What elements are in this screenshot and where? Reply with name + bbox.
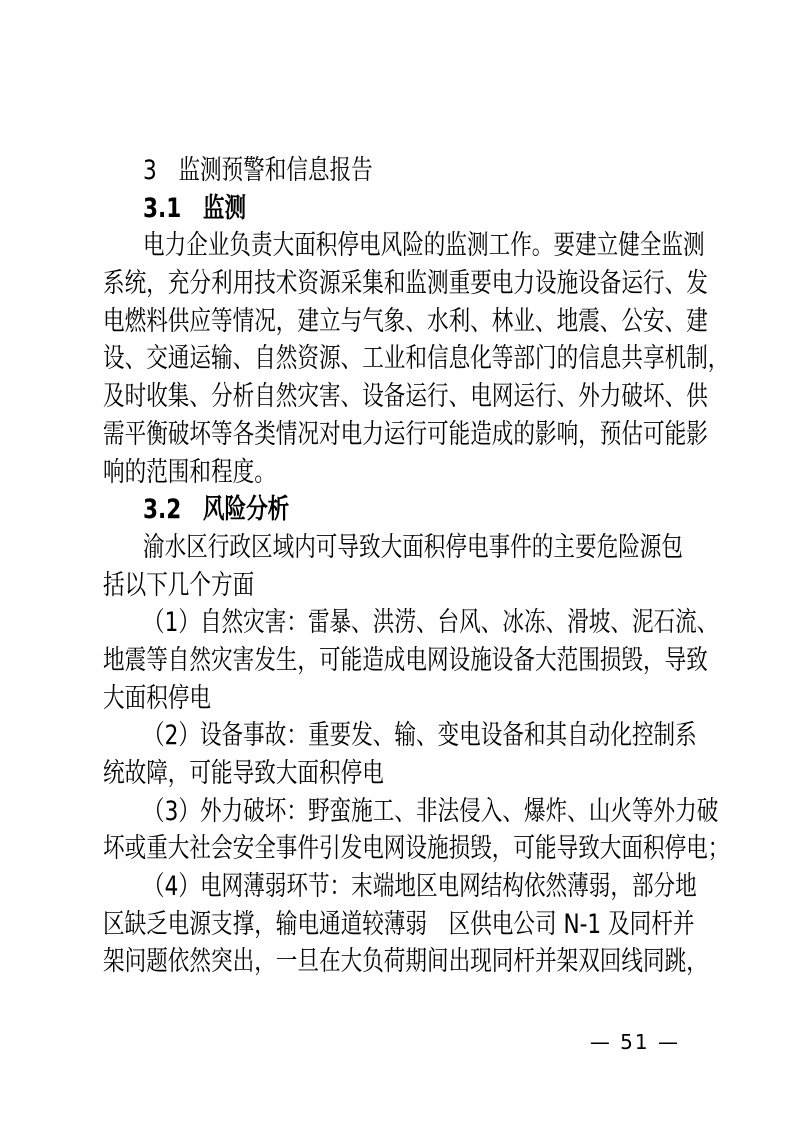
paragraph-line [103, 567, 709, 605]
subsection-heading [103, 190, 709, 228]
line-text: 区缺乏电源支撑，输电通道较薄弱 区供电公司 N-1 及同杆并 [103, 908, 695, 940]
line-text: 系统，充分利用技术资源采集和监测重要电力设施设备运行、发 [103, 268, 708, 300]
line-text: （4）电网薄弱环节：末端地区电网结构依然薄弱，部分地 [143, 871, 697, 903]
paragraph-line [103, 227, 709, 265]
paragraph-line [103, 416, 709, 454]
paragraph-line [103, 604, 719, 642]
paragraph-line [103, 642, 709, 680]
line-text: （2）设备事故：重要发、输、变电设备和其自动化控制系 [143, 720, 697, 752]
line-text: 大面积停电 [103, 682, 211, 714]
line-text: 3.2 风险分析 [143, 494, 290, 526]
line-text: 3 监测预警和信息报告 [143, 155, 373, 186]
line-text: 坏或重大社会安全事件引发电网设施损毁，可能导致大面积停电； [103, 833, 730, 865]
line-text: 架问题依然突出，一旦在大负荷期间出现同杆并架双回线同跳， [103, 946, 708, 978]
line-text: 及时收集、分析自然灾害、设备运行、电网运行、外力破坏、供 [103, 381, 708, 413]
paragraph-line [103, 265, 709, 303]
paragraph-line [103, 303, 709, 341]
paragraph-line [103, 793, 719, 831]
line-text: 需平衡破坏等各类情况对电力运行可能造成的影响，预估可能影 [103, 418, 708, 450]
paragraph-line [103, 340, 730, 378]
line-text: 地震等自然灾害发生，可能造成电网设施设备大范围损毁，导致 [103, 644, 708, 676]
line-text: 电力企业负责大面积停电风险的监测工作。要建立健全监测 [143, 230, 705, 262]
line-text: 3.1 监测 [143, 192, 247, 224]
section-heading [103, 152, 709, 190]
paragraph-line [103, 529, 709, 567]
paragraph-line [103, 868, 709, 906]
page-number: — 51 — [589, 1030, 680, 1054]
line-text: 设、交通运输、自然资源、工业和信息化等部门的信息共享机制， [103, 343, 730, 375]
document-body [103, 152, 730, 981]
paragraph-line [103, 680, 709, 718]
line-text: 统故障，可能导致大面积停电 [103, 758, 384, 789]
paragraph-line [103, 717, 709, 755]
line-text: 电燃料供应等情况，建立与气象、水利、林业、地震、公安、建 [103, 305, 708, 337]
line-text: 括以下几个方面 [103, 569, 255, 601]
paragraph-line [103, 755, 709, 793]
line-text: 渝水区行政区域内可导致大面积停电事件的主要危险源包 [143, 531, 683, 563]
line-text: 响的范围和程度。 [103, 456, 276, 488]
line-text: （1）自然灾害：雷暴、洪涝、台风、冰冻、滑坡、泥石流、 [143, 607, 719, 639]
paragraph-line [103, 943, 709, 981]
paragraph-line [103, 830, 730, 868]
paragraph-line [103, 378, 709, 416]
paragraph-line [103, 454, 709, 492]
paragraph-line [103, 906, 709, 944]
subsection-heading [103, 491, 709, 529]
line-text: （3）外力破坏：野蛮施工、非法侵入、爆炸、山火等外力破 [143, 795, 719, 827]
